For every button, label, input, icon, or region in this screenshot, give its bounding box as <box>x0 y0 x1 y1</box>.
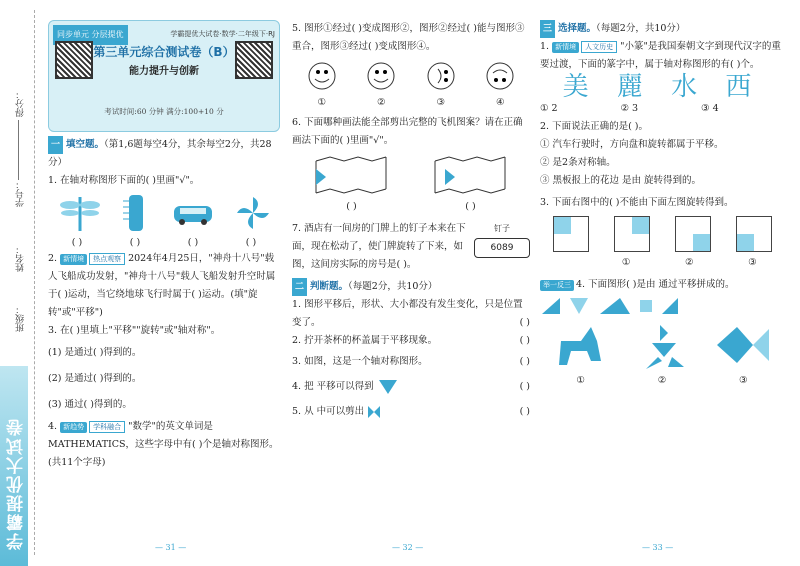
judge-3: 3. 如图，这是一个轴对称图形。 ( ) <box>292 350 530 374</box>
answer-blank[interactable]: ( ) <box>465 201 476 212</box>
face-figure-icon <box>426 61 456 91</box>
q3-item-1: (1) 是通过( )得到的。 <box>48 347 142 358</box>
room-sign: 钉子 6089 <box>474 220 530 258</box>
answer-blank[interactable]: ( ) <box>129 237 141 248</box>
choice-3-figures <box>540 212 784 256</box>
q6-figures <box>292 150 530 200</box>
pinwheel-icon <box>235 195 271 231</box>
choice-4-figures <box>540 318 784 374</box>
judge-1: 1. 图形平移后，形状、大小都没有发生变化，只是位置变了。 ( ) <box>292 296 530 332</box>
name-label: 姓名： <box>16 245 26 272</box>
answer-blank[interactable]: ( ) <box>71 237 83 248</box>
test-meta: 考试时间:60 分钟 满分:100+10 分 <box>104 107 224 116</box>
score-label: 得分： <box>16 90 26 117</box>
question-4: 4. 新趋势 学科融合 "数学"的英文单词是 MATHEMATICS，这些字母中有( )个是轴对称图形。(共11个字母) <box>48 421 279 468</box>
q3-item-2: (2) 是通过( )得到的。 <box>48 373 142 384</box>
q1-figures <box>48 190 280 236</box>
car-icon <box>170 198 216 228</box>
q6-answers <box>292 200 530 214</box>
answer-blank[interactable]: ( ) <box>519 356 530 367</box>
judge-5: 5. 从 中可以剪出 ( ) <box>292 400 530 424</box>
test-subtitle: 能力提升与创新 <box>129 66 199 77</box>
choice-4-pieces <box>540 294 784 318</box>
tangram-dog-icon <box>551 321 611 371</box>
question-5: 5. 图形①经过( )变成图形②，图形②经过( )能与图形③重合，图形③经过( )变成图形④。 <box>292 23 525 52</box>
binding-spine <box>0 0 46 566</box>
tangram-fish-icon <box>713 321 773 371</box>
answer-blank[interactable]: ( ) <box>187 237 199 248</box>
tag-sync-unit: 同步单元 分层提优 <box>53 25 128 45</box>
triangle-icon <box>377 378 399 396</box>
choice-3-options: ① ② ③ <box>621 257 757 268</box>
question-1: 1. 在轴对称图形下面的( )里画"√"。 <box>48 175 200 186</box>
tangram-runner-icon <box>632 321 692 371</box>
choice-4: 举一反三 4. 下面图形( )是由 通过平移拼成的。 <box>540 276 784 294</box>
judge-4: 4. 把 平移可以得到 ( ) <box>292 374 530 400</box>
page-number: — 32 — <box>392 543 424 552</box>
question-6: 6. 下面哪种画法能全部剪出完整的飞机图案？请在正确画法下面的( )里画"√"。 <box>292 117 523 146</box>
page-number: — 33 — <box>642 543 674 552</box>
grid-figure-icon <box>736 216 772 252</box>
score-line <box>18 120 19 180</box>
page-33 <box>540 20 784 388</box>
answer-blank[interactable]: ( ) <box>519 381 530 392</box>
answer-blank[interactable]: ( ) <box>245 237 257 248</box>
choice-2-opt-2[interactable]: ② 是2条对称轴。 <box>540 157 616 168</box>
page-32 <box>292 20 530 424</box>
answer-blank[interactable]: ( ) <box>519 406 530 417</box>
page-number: — 31 — <box>155 543 187 552</box>
answer-blank[interactable]: ( ) <box>519 335 530 346</box>
test-title: 第三单元综合测试卷（B） <box>93 45 235 59</box>
choice-3: 3. 下面右图中的( )不能由下面左图旋转得到。 <box>540 197 734 208</box>
choice-1: 1. 新情境 人文历史 "小篆"是我国秦朝文字到现代汉字的重要过渡，下面的篆字中，属于轴对称图形的有( )个。 <box>540 41 781 70</box>
tangram-pieces-icon <box>540 294 740 316</box>
judge-2: 2. 拧开茶杯的杯盖属于平移现象。 ( ) <box>292 332 530 350</box>
choice-2: 2. 下面说法正确的是( )。 <box>540 121 649 132</box>
question-2: 2. 新情境 热点观察 2024年4月25日，"神舟十八号"载人飞船成功发射，"神舟十八号"载人飞船发射升空时属于( )运动，当它绕地球飞行时属于( )运动。(填"旋转"或"平移") <box>48 253 276 318</box>
grid-figure-icon <box>614 216 650 252</box>
question-3: 3. 在( )里填上"平移""旋转"或"轴对称"。 <box>48 325 221 336</box>
comb-icon <box>121 193 151 233</box>
question-7: 7. 酒店有一间房的门牌上的钉子本来在下面，现在松动了，使门牌旋转了下来，如图，这间房实际的房号是( )。 钉子 6089 <box>292 220 530 274</box>
qr-code-icon[interactable] <box>235 41 273 79</box>
face-figure-icon <box>307 61 337 91</box>
section-fill-in: 一 填空题。（第1,6题每空4分，其余每空2分，共28分） <box>48 136 280 172</box>
folded-paper-icon <box>312 155 392 195</box>
choice-4-options: ① ② ③ <box>576 375 748 386</box>
grid-figure-icon <box>553 216 589 252</box>
section-judge: 二 判断题。（每题2分，共10分） <box>292 278 530 296</box>
q1-answers <box>48 236 280 250</box>
folded-paper-icon <box>431 155 511 195</box>
choice-2-opt-1[interactable]: ① 汽车行驶时，方向盘和旋转都属于平移。 <box>540 139 724 150</box>
qr-code-icon[interactable] <box>55 41 93 79</box>
butterfly-icon <box>367 405 381 419</box>
class-label: 班级： <box>16 305 26 332</box>
section-choice: 三 选择题。（每题2分，共10分） <box>540 20 784 38</box>
face-figure-icon <box>485 61 515 91</box>
series-title: 学霸提优大试卷 <box>7 417 27 550</box>
test-header <box>48 20 280 132</box>
choice-1-options: ① 2 ② 3 ③ 4 <box>540 103 719 114</box>
grid-figure-icon <box>675 216 711 252</box>
book-info: 学霸提优大试卷·数学·二年级下·RJ <box>170 30 275 38</box>
answer-blank[interactable]: ( ) <box>346 201 357 212</box>
choice-2-opt-3[interactable]: ③ 黑板报上的花边 是由 旋转得到的。 <box>540 175 702 186</box>
answer-blank[interactable]: ( ) <box>519 317 530 328</box>
q3-item-3: (3) 通过( )得到的。 <box>48 399 132 410</box>
q5-labels: ① ② ③ ④ <box>317 97 505 108</box>
q5-faces <box>292 56 530 96</box>
face-figure-icon <box>366 61 396 91</box>
spine-band <box>0 366 28 566</box>
page-31 <box>48 20 280 472</box>
cut-line <box>34 10 35 555</box>
id-label: 学号： <box>16 180 26 207</box>
dragonfly-icon <box>58 193 102 233</box>
seal-characters: 美 麗 水 西 <box>562 72 762 102</box>
